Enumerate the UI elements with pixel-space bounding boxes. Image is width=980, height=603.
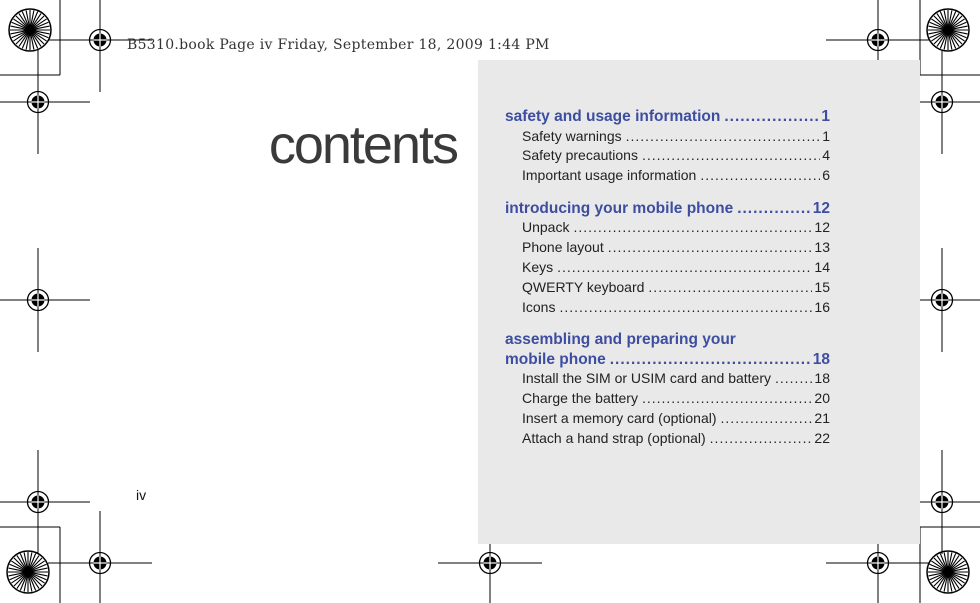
toc-item-page: 15 [814, 278, 830, 295]
toc-item-label: Important usage information [522, 167, 697, 184]
toc-leader-dots [724, 107, 819, 127]
toc-section [505, 107, 830, 186]
toc-item[interactable] [505, 409, 830, 429]
toc-leader-dots [610, 350, 811, 370]
toc-item-label: Attach a hand strap (optional) [522, 429, 706, 446]
toc-section-page: 12 [812, 199, 830, 217]
toc-item[interactable] [505, 278, 830, 298]
toc-item-page: 20 [814, 390, 830, 407]
toc-section-page: 18 [812, 350, 830, 368]
toc-item[interactable] [505, 298, 830, 318]
toc-section-title[interactable] [505, 107, 830, 127]
toc-item-page: 14 [814, 258, 830, 275]
toc-item-label: Insert a memory card (optional) [522, 409, 717, 426]
toc-item[interactable] [505, 258, 830, 278]
toc-item[interactable] [505, 146, 830, 166]
toc-item-page: 18 [814, 370, 830, 387]
table-of-contents [505, 107, 830, 462]
toc-item-page: 21 [814, 409, 830, 426]
toc-leader-dots [775, 369, 812, 389]
toc-section [505, 330, 830, 448]
toc-item-label: Safety precautions [522, 147, 638, 164]
toc-item-page: 22 [814, 429, 830, 446]
toc-item-label: Charge the battery [522, 390, 638, 407]
toc-leader-dots [626, 127, 821, 147]
toc-item[interactable] [505, 127, 830, 147]
toc-item-page: 4 [822, 147, 830, 164]
toc-item-page: 12 [814, 219, 830, 236]
toc-item[interactable] [505, 429, 830, 449]
page-title: contents [268, 115, 457, 175]
toc-leader-dots [642, 389, 812, 409]
toc-section-label: introducing your mobile phone [505, 199, 734, 217]
toc-item-label: QWERTY keyboard [522, 278, 645, 295]
toc-item-label: Install the SIM or USIM card and battery [522, 370, 771, 387]
toc-leader-dots [721, 409, 813, 429]
toc-section-label: safety and usage information [505, 108, 721, 125]
toc-section-page: 1 [821, 108, 830, 125]
page-number: iv [136, 487, 147, 503]
print-info-header: B5310.book Page iv Friday, September 18, 2009 1:44 PM [127, 37, 550, 53]
toc-item-label: Phone layout [522, 239, 604, 256]
toc-leader-dots [557, 258, 812, 278]
toc-item[interactable] [505, 166, 830, 186]
toc-leader-dots [559, 298, 812, 318]
toc-leader-dots [573, 218, 812, 238]
toc-leader-dots [642, 146, 820, 166]
toc-section-label-line1[interactable]: assembling and preparing your [505, 331, 736, 349]
toc-item-label: Unpack [522, 219, 570, 236]
toc-item-page: 13 [814, 239, 830, 256]
toc-leader-dots [737, 199, 811, 219]
toc-item-page: 6 [822, 167, 830, 184]
toc-leader-dots [648, 278, 812, 298]
toc-section-label: mobile phone [505, 350, 606, 368]
toc-item[interactable] [505, 238, 830, 258]
toc-item-page: 1 [822, 127, 830, 144]
toc-item[interactable] [505, 369, 830, 389]
toc-item[interactable] [505, 389, 830, 409]
toc-item-label: Safety warnings [522, 127, 622, 144]
toc-section-title[interactable] [505, 199, 830, 219]
toc-section-title[interactable] [505, 350, 830, 370]
toc-leader-dots [608, 238, 813, 258]
toc-item[interactable] [505, 218, 830, 238]
toc-leader-dots [700, 166, 820, 186]
toc-item-page: 16 [814, 298, 830, 315]
toc-item-label: Keys [522, 258, 554, 275]
toc-leader-dots [710, 429, 813, 449]
toc-item-label: Icons [522, 298, 556, 315]
toc-section [505, 199, 830, 317]
